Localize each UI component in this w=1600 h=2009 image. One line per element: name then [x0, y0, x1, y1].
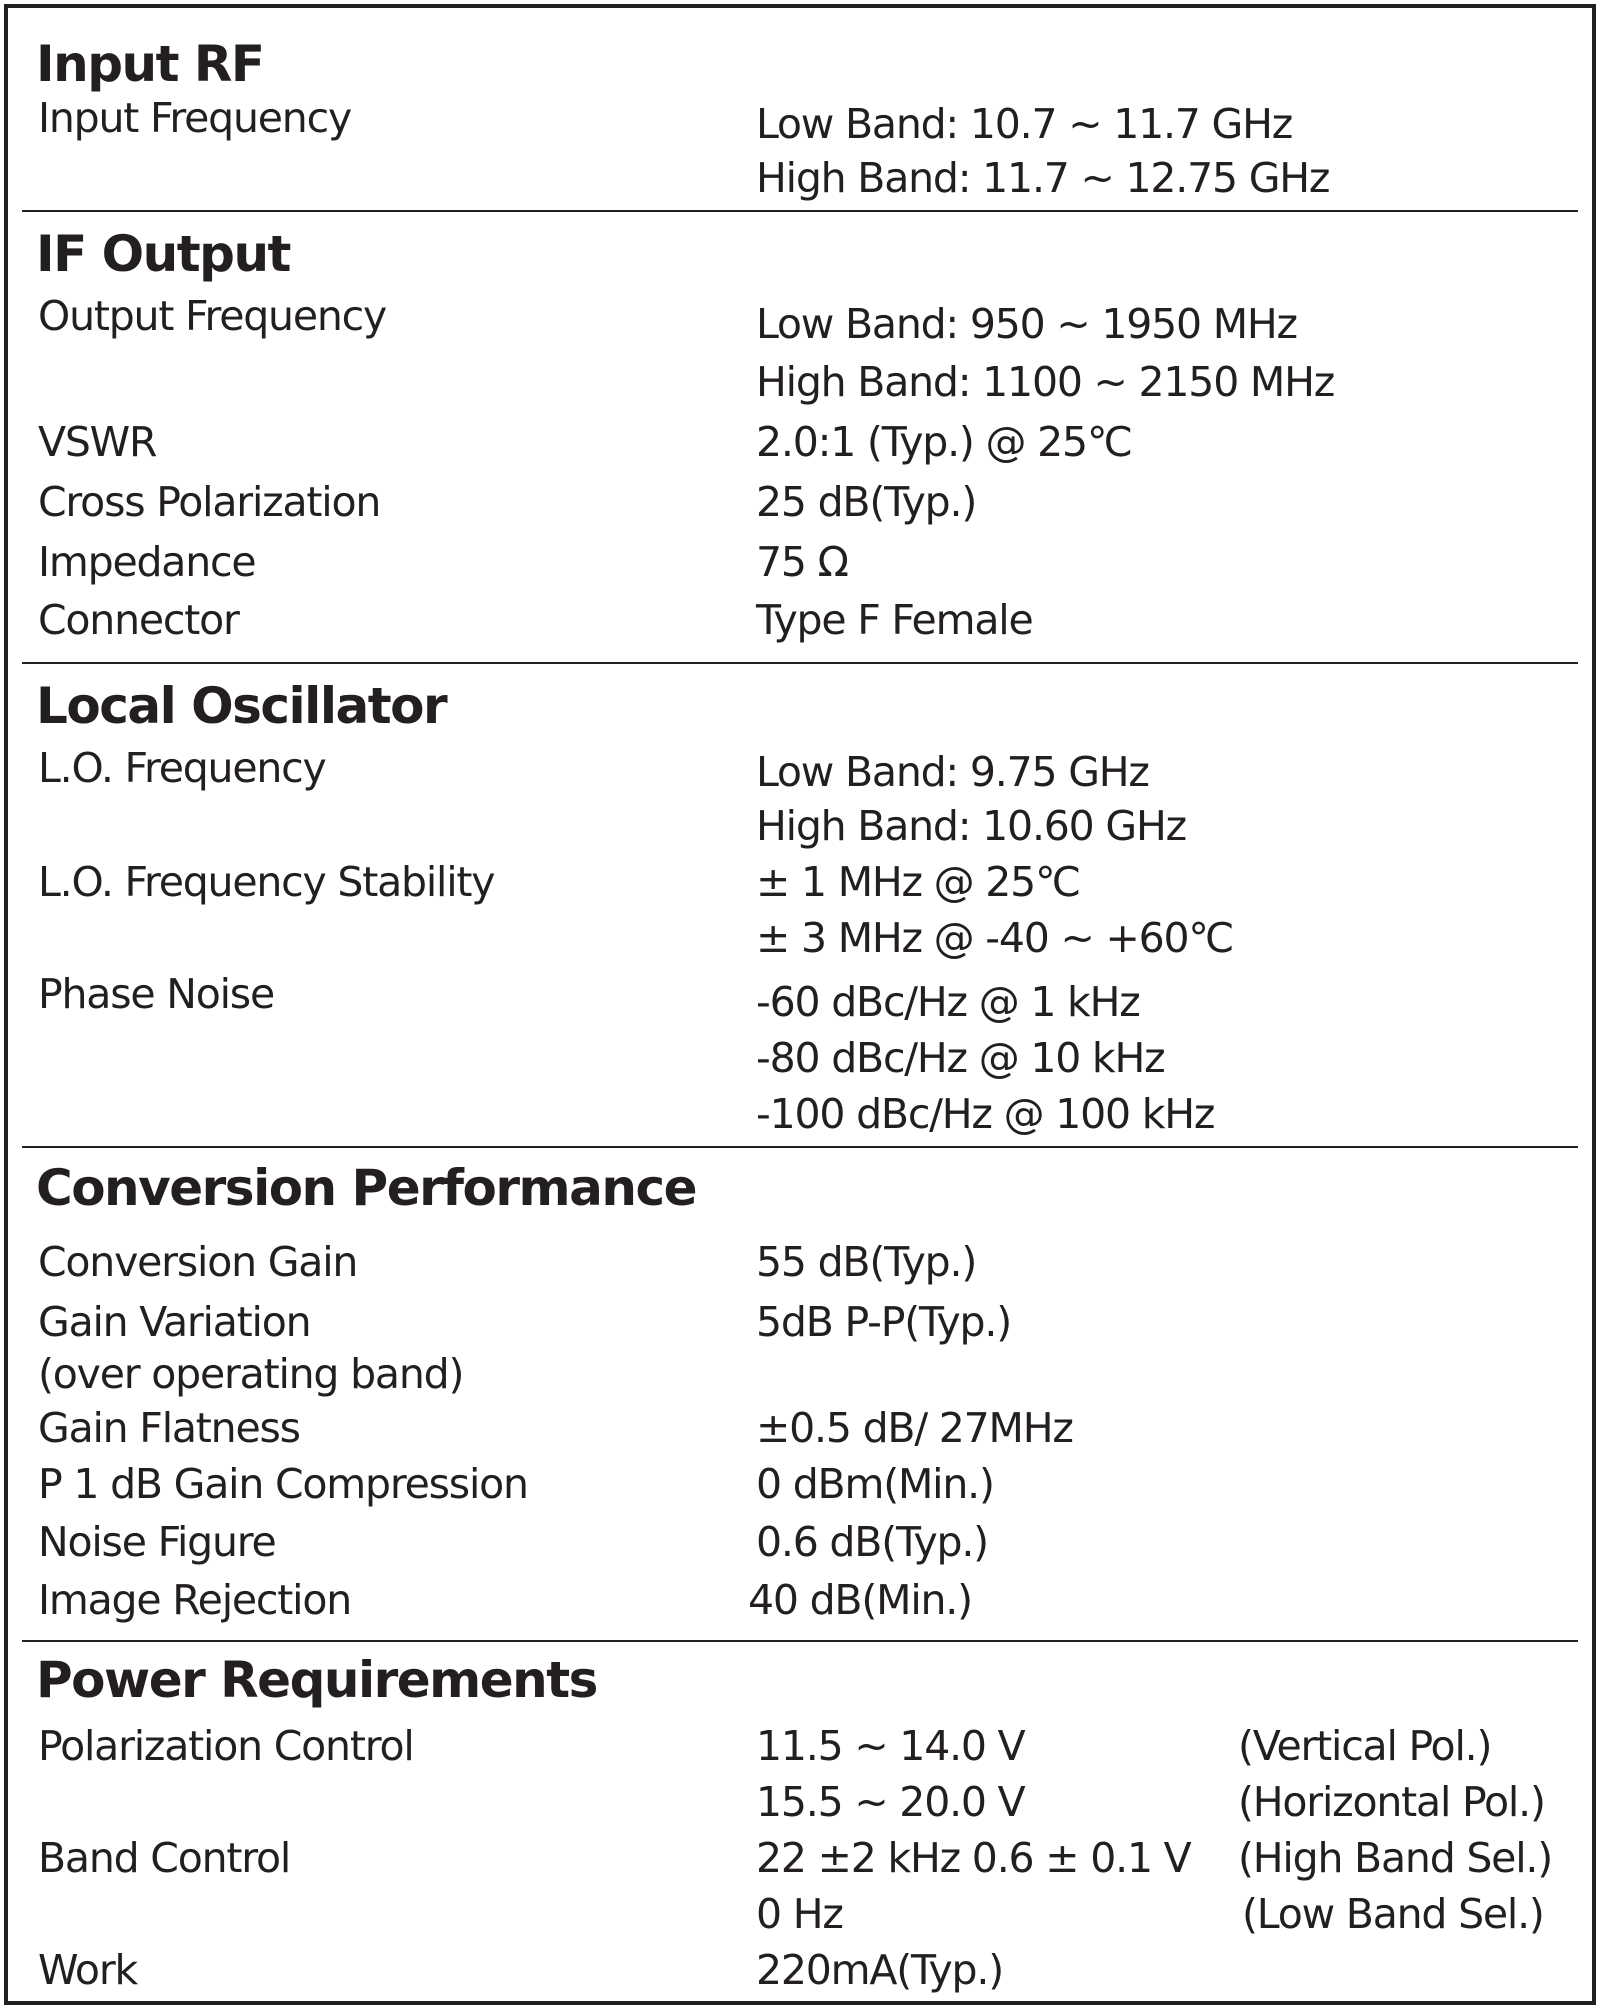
connector-label: Connector	[38, 596, 239, 644]
band-control-line-1: 22 ±2 kHz 0.6 ± 0.1 V	[756, 1834, 1191, 1882]
p1db-value: 0 dBm(Min.)	[756, 1460, 994, 1508]
output-frequency-label: Output Frequency	[38, 292, 387, 340]
vswr-value: 2.0:1 (Typ.) @ 25℃	[756, 418, 1132, 466]
noise-figure-label: Noise Figure	[38, 1518, 276, 1566]
band-control-note-1: (High Band Sel.)	[1238, 1834, 1553, 1882]
section-divider	[22, 1640, 1578, 1642]
conversion-gain-label: Conversion Gain	[38, 1238, 358, 1286]
spec-sheet	[4, 4, 1596, 2005]
conversion-gain-value: 55 dB(Typ.)	[756, 1238, 977, 1286]
lo-frequency-low-band: Low Band: 9.75 GHz	[756, 748, 1149, 796]
connector-value: Type F Female	[756, 596, 1033, 644]
lo-stability-line-1: ± 1 MHz @ 25℃	[756, 858, 1080, 906]
band-control-note-2: (Low Band Sel.)	[1242, 1890, 1544, 1938]
lo-stability-line-2: ± 3 MHz @ -40 ~ +60℃	[756, 914, 1234, 962]
p1db-label: P 1 dB Gain Compression	[38, 1460, 528, 1508]
impedance-value: 75 Ω	[756, 538, 848, 586]
impedance-label: Impedance	[38, 538, 256, 586]
phase-noise-label: Phase Noise	[38, 970, 274, 1018]
section-heading-power-requirements: Power Requirements	[36, 1651, 597, 1709]
input-frequency-high-band: High Band: 11.7 ~ 12.75 GHz	[756, 154, 1330, 202]
polarization-control-line-2: 15.5 ~ 20.0 V	[756, 1778, 1025, 1826]
image-rejection-value: 40 dB(Min.)	[748, 1576, 972, 1624]
lo-stability-label: L.O. Frequency Stability	[38, 858, 495, 906]
polarization-control-label: Polarization Control	[38, 1722, 414, 1770]
image-rejection-label: Image Rejection	[38, 1576, 352, 1624]
lo-frequency-high-band: High Band: 10.60 GHz	[756, 802, 1186, 850]
section-heading-conversion-performance: Conversion Performance	[36, 1159, 697, 1217]
input-frequency-low-band: Low Band: 10.7 ~ 11.7 GHz	[756, 100, 1293, 148]
phase-noise-line-3: -100 dBc/Hz @ 100 kHz	[756, 1090, 1215, 1138]
section-heading-local-oscillator: Local Oscillator	[36, 677, 447, 735]
section-divider	[22, 1146, 1578, 1148]
gain-flatness-value: ±0.5 dB/ 27MHz	[756, 1404, 1073, 1452]
gain-variation-value: 5dB P-P(Typ.)	[756, 1298, 1011, 1346]
gain-variation-label: Gain Variation	[38, 1298, 311, 1346]
gain-variation-sublabel: (over operating band)	[38, 1350, 464, 1398]
phase-noise-line-1: -60 dBc/Hz @ 1 kHz	[756, 978, 1140, 1026]
gain-flatness-label: Gain Flatness	[38, 1404, 300, 1452]
lo-frequency-label: L.O. Frequency	[38, 744, 326, 792]
band-control-label: Band Control	[38, 1834, 291, 1882]
section-heading-if-output: IF Output	[36, 225, 290, 283]
section-divider	[22, 662, 1578, 664]
work-value: 220mA(Typ.)	[756, 1946, 1004, 1994]
polarization-control-note-1: (Vertical Pol.)	[1238, 1722, 1492, 1770]
section-heading-input-rf: Input RF	[36, 35, 264, 93]
cross-polarization-value: 25 dB(Typ.)	[756, 478, 977, 526]
polarization-control-line-1: 11.5 ~ 14.0 V	[756, 1722, 1025, 1770]
band-control-line-2: 0 Hz	[756, 1890, 843, 1938]
input-frequency-label: Input Frequency	[38, 94, 352, 142]
output-frequency-high-band: High Band: 1100 ~ 2150 MHz	[756, 358, 1335, 406]
vswr-label: VSWR	[38, 418, 157, 466]
output-frequency-low-band: Low Band: 950 ~ 1950 MHz	[756, 300, 1297, 348]
cross-polarization-label: Cross Polarization	[38, 478, 381, 526]
section-divider	[22, 210, 1578, 212]
polarization-control-note-2: (Horizontal Pol.)	[1238, 1778, 1545, 1826]
noise-figure-value: 0.6 dB(Typ.)	[756, 1518, 988, 1566]
work-label: Work	[38, 1946, 138, 1994]
phase-noise-line-2: -80 dBc/Hz @ 10 kHz	[756, 1034, 1165, 1082]
